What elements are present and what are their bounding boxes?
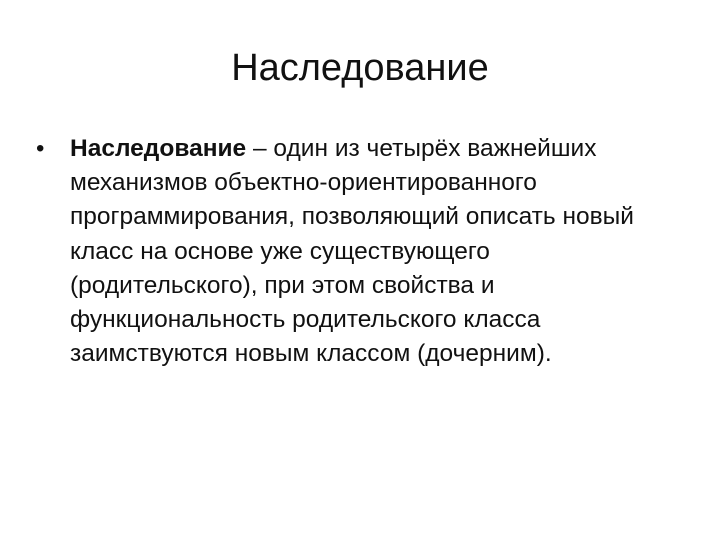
bullet-marker: • xyxy=(36,135,45,162)
bullet-term: Наследование xyxy=(70,135,247,162)
bullet-body: – один из четырёх важнейших механизмов объектно-ориентированного программирования, позволяющий описать новый класс на основе уже существующего (родительского), при этом свойства и функциональность родительского класса заимствуются новым классом (дочерним). xyxy=(70,135,634,368)
bullet-list xyxy=(36,132,676,371)
list-item xyxy=(36,132,676,371)
bullet-text xyxy=(70,132,676,371)
slide-title: Наследование xyxy=(231,47,489,89)
